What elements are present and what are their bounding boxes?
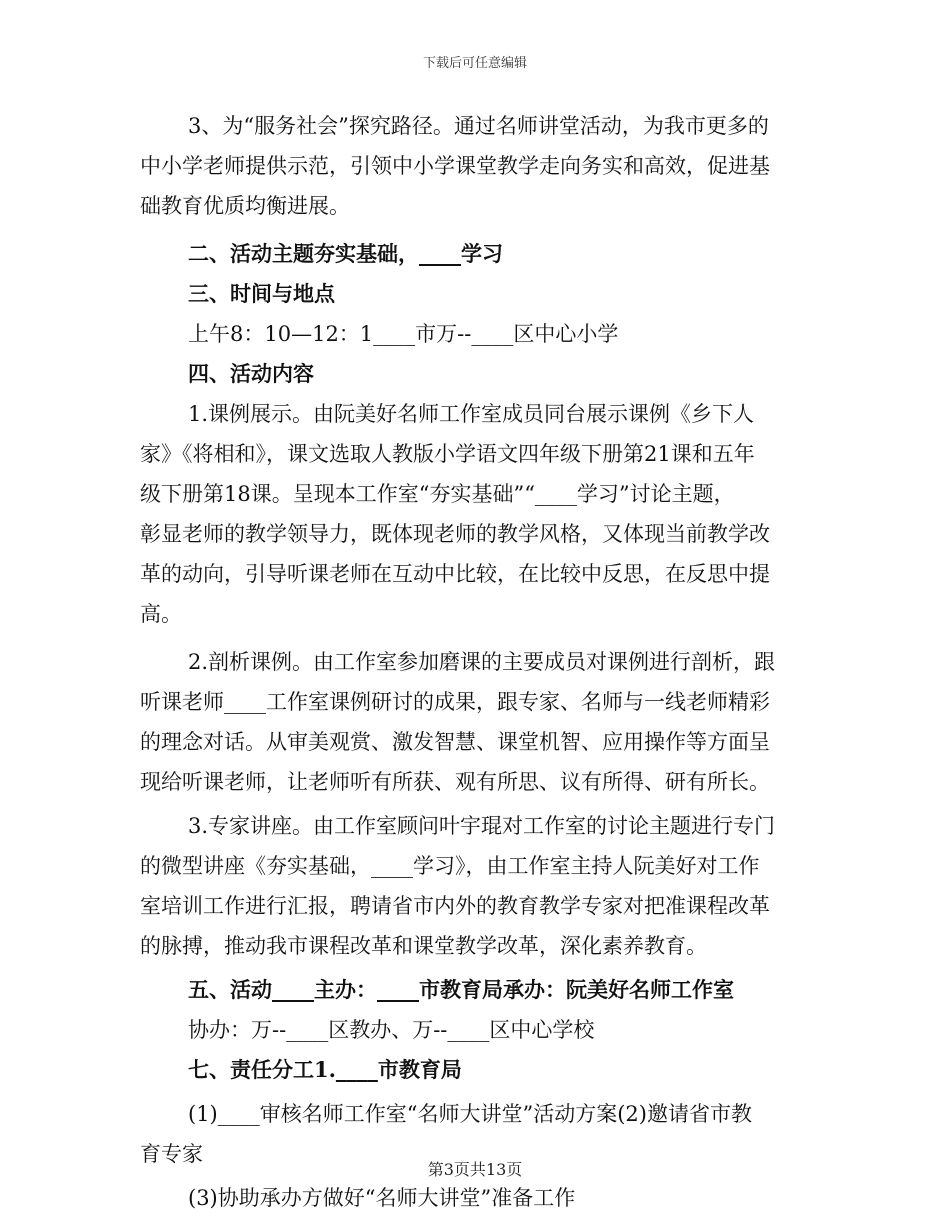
section-heading: 三、时间与地点 (188, 281, 335, 306)
paragraph-line: 上午8：10—12：1____市万--____区中心小学 (188, 322, 619, 346)
section-heading: 四、活动内容 (188, 361, 314, 386)
paragraph-line: 3.专家讲座。由工作室顾问叶宇琨对工作室的讨论主题进行专门 (188, 814, 776, 838)
paragraph-line: 协办：万--____区教办、万--____区中心学校 (188, 1018, 595, 1042)
paragraph-line: 的脉搏，推动我市课程改革和课堂教学改革，深化素养教育。 (140, 934, 707, 958)
paragraph-line: (1)____审核名师工作室“名师大讲堂”活动方案(2)邀请省市教 (188, 1102, 752, 1126)
section-heading: 二、活动主题夯实基础，____学习 (188, 241, 503, 266)
document-body (140, 106, 802, 1218)
paragraph-line: 3、为“服务社会”探究路径。通过名师讲堂活动，为我市更多的 (188, 114, 769, 138)
paragraph-line: 革的动向，引导听课老师在互动中比较，在比较中反思，在反思中提 (140, 562, 770, 586)
paragraph-line: 育专家 (140, 1142, 203, 1166)
paragraph-line: 现给听课老师，让老师听有所获、观有所思、议有所得、研有所长。 (140, 770, 770, 794)
paragraph-line: 础教育优质均衡进展。 (140, 194, 350, 218)
paragraph-line: 高。 (140, 602, 182, 626)
paragraph-line: 听课老师____工作室课例研讨的成果，跟专家、名师与一线老师精彩 (140, 690, 770, 714)
paragraph-line: 的微型讲座《夯实基础，____学习》，由工作室主持人阮美好对工作 (140, 854, 760, 878)
section-heading: 五、活动____主办：____市教育局承办：阮美好名师工作室 (188, 977, 734, 1002)
section-heading: 七、责任分工1.____市教育局 (188, 1057, 462, 1082)
paragraph-line: 级下册第18课。呈现本工作室“夯实基础”“____学习”讨论主题， (140, 482, 735, 506)
paragraph-line: 彰显老师的教学领导力，既体现老师的教学风格，又体现当前教学改 (140, 522, 770, 546)
page-footer: 第3页共13页 (427, 1160, 523, 1179)
paragraph-line: 的理念对话。从审美观赏、激发智慧、课堂机智、应用操作等方面呈 (140, 730, 770, 754)
paragraph-line: 2.剖析课例。由工作室参加磨课的主要成员对课例进行剖析，跟 (188, 650, 776, 674)
paragraph-line: (3)协助承办方做好“名师大讲堂”准备工作 (188, 1186, 576, 1210)
paragraph-line: 中小学老师提供示范，引领中小学课堂教学走向务实和高效，促进基 (140, 154, 770, 178)
paragraph-line: 1.课例展示。由阮美好名师工作室成员同台展示课例《乡下人 (188, 402, 755, 426)
paragraph-line: 家》《将相和》，课文选取人教版小学语文四年级下册第21课和五年 (140, 442, 755, 466)
page-header: 下载后可任意编辑 (422, 56, 527, 71)
paragraph-line: 室培训工作进行汇报，聘请省市内外的教育教学专家对把准课程改革 (140, 894, 770, 918)
